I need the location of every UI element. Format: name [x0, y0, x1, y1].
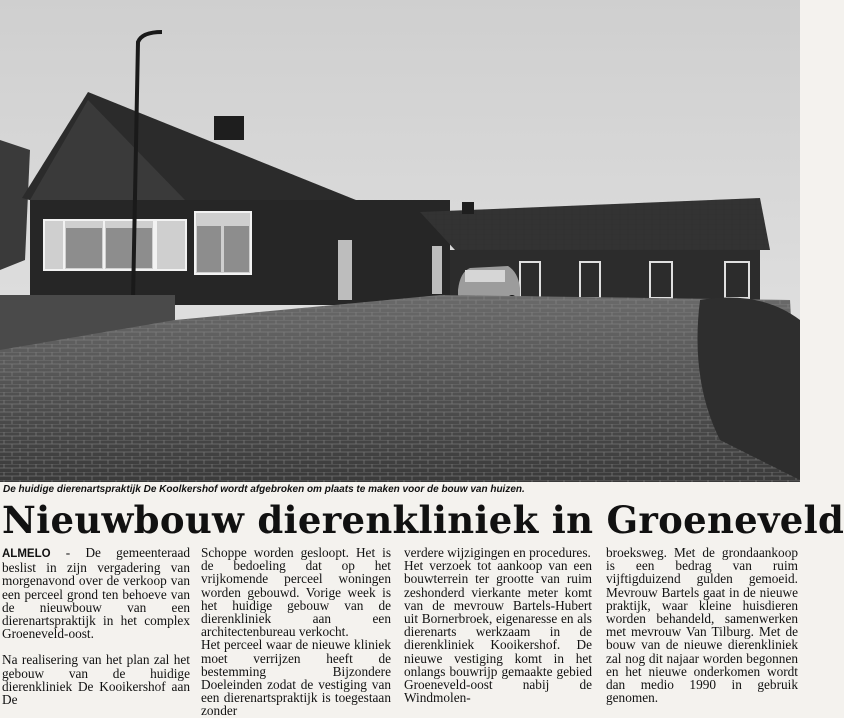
article-column-4	[606, 545, 798, 706]
photo-caption: De huidige dierenartspraktijk De Koolkershof wordt afgebroken om plaats te maken voor de bouw van huizen.	[3, 484, 525, 495]
paragraph: Het verzoek tot aankoop van een bouwterrein ter grootte van ruim zeshonderd vierkante meter komt van de mevrouw Bartels-Hubert uit Bornerbroek, eigenaresse en als dierenarts werkzaam in de dierenkliniek Kooikershof. De nieuwe vestiging komt in het onlangs bouwrijp gemaakte gebied Groeneveld-oost nabij de Windmolen-	[404, 558, 592, 706]
paragraph: Het perceel waar de nieuwe kliniek moet verrijzen heeft de bestemming Bijzondere Doeleinden zodat de vestiging van een dierenartspraktijk is toegestaan zonder	[201, 637, 391, 718]
dateline: ALMELO	[2, 548, 51, 560]
article-column-2	[201, 545, 391, 718]
article-headline: Nieuwbouw dierenkliniek in Groeneveld	[2, 498, 844, 542]
paragraph: - De gemeenteraad beslist in zijn vergadering van morgenavond over de verkoop van een perceel grond ten behoeve van de nieuwbouw van een dierenartspraktijk in het complex Groeneveld-oost.	[2, 545, 190, 642]
paragraph: Na realisering van het plan zal het gebouw van de huidige dierenkliniek De Kooikershof aan De	[2, 652, 190, 708]
door	[338, 240, 352, 300]
chimney	[214, 116, 244, 140]
article-column-3	[404, 545, 592, 706]
paragraph: broeksweg. Met de grondaankoop is een bedrag van ruim vijftigduizend gulden gemoeid. Mevrouw Bartels gaat in de nieuwe praktijk, waar kleine huisdieren worden behandeld, samenwerken met mevrouw Van Tilburg. Met de bouw van de nieuwe dierenkliniek zal nog dit najaar worden begonnen en het nieuwe onderkomen wordt dan medio 1990 in gebruik genomen.	[606, 545, 798, 706]
article-column-1	[2, 545, 190, 708]
paragraph: Schoppe worden gesloopt. Het is de bedoeling dat op het vrijkomende perceel woningen worden gebouwd. Vorige week is het huidige gebouw van de dierenkliniek aan een architectenbureau verkocht.	[201, 545, 391, 640]
paragraph: verdere wijzigingen en procedures.	[404, 545, 591, 560]
